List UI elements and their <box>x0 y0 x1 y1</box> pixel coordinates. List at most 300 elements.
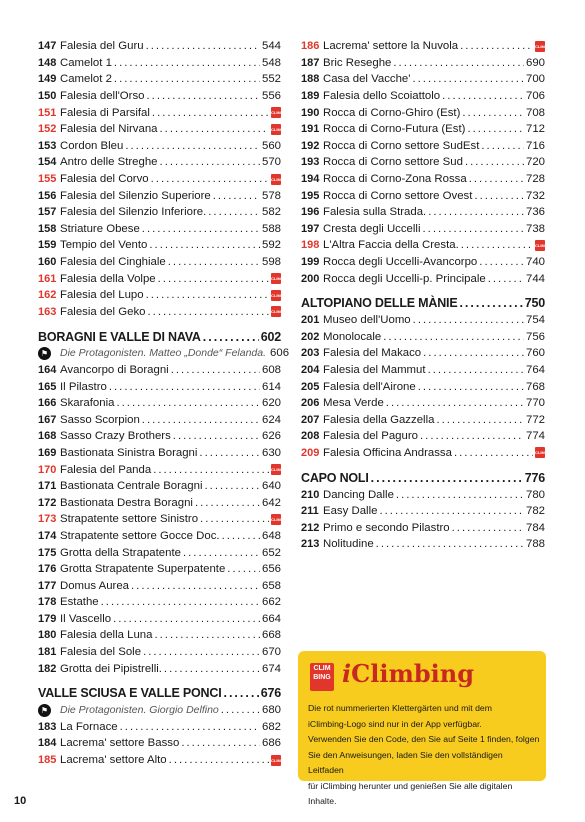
toc-entry <box>38 71 281 88</box>
toc-entry <box>301 121 545 138</box>
entry-title: Falesia del Corvo <box>60 173 149 186</box>
entry-number: 204 <box>301 363 320 376</box>
entry-title: Skarafonia <box>60 397 115 410</box>
promo-text <box>308 701 540 810</box>
toc-entry <box>38 445 281 462</box>
iclimbing-badge-icon: CLIM BING <box>535 240 545 251</box>
toc-entry <box>38 237 281 254</box>
page-ref: 570 <box>261 156 281 169</box>
promo-line: Sie den Anweisungen, laden Sie den vollständigen Leitfaden <box>308 749 503 775</box>
page-ref: 708 <box>525 106 545 119</box>
toc-entry <box>38 411 281 428</box>
entry-title: Falesia della Luna <box>60 629 153 642</box>
entry-title: Grotta dei Pipistrelli. <box>60 662 162 675</box>
leader-dots <box>454 447 533 459</box>
entry-number: 211 <box>301 505 319 518</box>
toc-entry <box>38 735 281 752</box>
leader-dots <box>183 547 260 559</box>
entry-title: Bastionata Sinistra Boragni <box>60 446 198 459</box>
leader-dots <box>222 530 260 542</box>
iclimbing-badge-icon: CLIM BING <box>535 447 545 458</box>
page-ref: 738 <box>525 222 545 235</box>
entry-number: 195 <box>301 189 320 202</box>
toc-entry <box>301 345 545 362</box>
entry-title: Avancorpo di Boragni <box>60 363 169 376</box>
page-ref: 592 <box>261 239 281 252</box>
entry-title: Grotta della Strapatente <box>60 546 181 559</box>
toc-entry <box>38 561 281 578</box>
entry-title: Rocca di Corno settore Sud <box>323 156 463 169</box>
entry-number: 183 <box>38 720 57 733</box>
leader-dots <box>101 596 260 608</box>
toc-entry <box>38 511 292 528</box>
toc-entry <box>38 395 281 412</box>
section-heading <box>301 295 545 312</box>
entry-title: Lacrema' settore Basso <box>60 737 180 750</box>
page-ref: 768 <box>525 380 545 393</box>
entry-number: 158 <box>38 222 57 235</box>
promo-line: Verwenden Sie den Code, den Sie auf Seite 1 finden, folgen <box>308 734 540 744</box>
entry-number: 148 <box>38 56 57 69</box>
entry-number: 212 <box>301 521 320 534</box>
entry-title: La Fornace <box>60 720 118 733</box>
leader-dots <box>459 296 522 310</box>
leader-dots <box>488 273 524 285</box>
page-ref: 686 <box>261 737 281 750</box>
leader-dots <box>423 223 524 235</box>
toc-entry <box>38 627 281 644</box>
entry-number: 193 <box>301 156 320 169</box>
toc-entry <box>301 411 545 428</box>
entry-title: Falesia della Gazzella <box>323 413 435 426</box>
page-ref: 556 <box>261 90 281 103</box>
entry-title: Falesia del Sole <box>60 646 142 659</box>
entry-number: 202 <box>301 330 320 343</box>
page-ref: 700 <box>525 73 545 86</box>
leader-dots <box>173 430 260 442</box>
leader-dots <box>153 464 269 476</box>
leader-dots <box>164 663 260 675</box>
toc-entry <box>38 478 281 495</box>
page-ref: 598 <box>261 256 281 269</box>
toc-entry <box>38 270 292 287</box>
page-ref: 788 <box>525 538 545 551</box>
entry-number: 168 <box>38 430 57 443</box>
toc-entry <box>38 660 281 677</box>
entry-number: 182 <box>38 662 57 675</box>
toc-column-right <box>301 38 556 553</box>
entry-title: Cordon Bleu <box>60 139 124 152</box>
toc-entry <box>301 171 545 188</box>
entry-title: Falesia di Parsifal <box>60 106 150 119</box>
entry-title: Grotta Strapatente Superpatente <box>60 563 226 576</box>
iclimbing-promo-box <box>298 651 546 806</box>
page-ref: 630 <box>261 446 281 459</box>
leader-dots <box>113 613 260 625</box>
entry-title: Falesia della Volpe <box>60 272 156 285</box>
entry-number: 153 <box>38 139 57 152</box>
entry-number: 172 <box>38 496 57 509</box>
leader-dots <box>428 206 524 218</box>
leader-dots <box>146 90 260 102</box>
entry-title: Bric Reseghe <box>323 56 392 69</box>
leader-dots <box>114 73 260 85</box>
entry-number: 190 <box>301 106 320 119</box>
leader-dots <box>227 563 260 575</box>
page-number: 10 <box>14 795 27 807</box>
leader-dots <box>393 57 524 69</box>
entry-title: Falesia del Makaco <box>323 347 422 360</box>
page-ref: 614 <box>261 380 281 393</box>
entry-title: Antro delle Streghe <box>60 156 158 169</box>
page-ref: 732 <box>525 189 545 202</box>
toc-entry <box>301 486 545 503</box>
entry-number: 205 <box>301 380 320 393</box>
toc-entry <box>38 719 281 736</box>
page-ref: 716 <box>525 139 545 152</box>
entry-number: 198 <box>301 239 320 252</box>
entry-title: Cresta degli Uccelli <box>323 222 421 235</box>
toc-entry <box>38 88 281 105</box>
iclimbing-badge-icon: CLIM BING <box>271 107 281 118</box>
entry-title: Falesia del Mammut <box>323 363 426 376</box>
toc-entry <box>38 171 292 188</box>
entry-title: Bastionata Centrale Boragni <box>60 480 203 493</box>
entry-number: 207 <box>301 413 320 426</box>
page-ref: 624 <box>261 413 281 426</box>
entry-number: 180 <box>38 629 57 642</box>
page-ref: 720 <box>525 156 545 169</box>
feature-entry <box>38 702 281 719</box>
entry-title: Dancing Dalle <box>323 488 394 501</box>
entry-title: Falesia del Paguro <box>323 430 418 443</box>
toc-entry <box>38 154 281 171</box>
leader-dots <box>221 704 260 716</box>
page-ref: 772 <box>525 413 545 426</box>
entry-title: Rocca di Corno settore SudEst <box>323 139 480 152</box>
entry-number: 157 <box>38 206 57 219</box>
iclimbing-badge-icon: CLIM BING <box>271 124 281 135</box>
page-ref: 608 <box>261 363 281 376</box>
entry-number: 166 <box>38 397 57 410</box>
entry-number: 163 <box>38 305 57 318</box>
toc-entry <box>38 221 281 238</box>
page-ref: 578 <box>261 189 281 202</box>
entry-title: Easy Dalle <box>323 505 378 518</box>
leader-dots <box>223 686 258 700</box>
page-ref: 740 <box>525 256 545 269</box>
leader-dots <box>213 190 260 202</box>
promo-line: iClimbing-Logo sind nur in der App verfügbar. <box>308 718 482 729</box>
toc-entry <box>38 138 281 155</box>
promo-line: für iClimbing herunter und genießen Sie alle digitalen Inhalte. <box>308 780 513 806</box>
toc-entry <box>38 187 281 204</box>
page-ref: 548 <box>261 56 281 69</box>
entry-title: Rocca di Corno-Ghiro (Est) <box>323 106 461 119</box>
toc-entry <box>38 428 281 445</box>
entry-number: 147 <box>38 40 57 53</box>
toc-entry <box>301 104 545 121</box>
entry-number: 165 <box>38 380 57 393</box>
leader-dots <box>462 107 524 119</box>
leader-dots <box>151 173 269 185</box>
section-heading <box>38 685 281 702</box>
page-ref: 690 <box>525 56 545 69</box>
entry-title: Falesia dell'Airone <box>323 380 416 393</box>
entry-number: 181 <box>38 646 57 659</box>
entry-number: 200 <box>301 272 320 285</box>
iclimbing-badge-icon: CLIM BING <box>535 41 545 52</box>
leader-dots <box>171 364 260 376</box>
leader-dots <box>200 513 269 525</box>
entry-number: 173 <box>38 513 57 526</box>
page-ref: 664 <box>261 612 281 625</box>
toc-entry <box>301 55 545 72</box>
toc-entry <box>301 445 556 462</box>
entry-number: 156 <box>38 189 57 202</box>
leader-dots <box>452 522 524 534</box>
entry-number: 154 <box>38 156 57 169</box>
iclimbing-badge-icon: CLIM BING <box>271 273 281 284</box>
iclimbing-badge-icon: CLIM BING <box>271 290 281 301</box>
page-ref: 606 <box>270 347 290 360</box>
toc-entry <box>301 362 545 379</box>
leader-dots <box>371 471 523 485</box>
leader-dots <box>169 754 269 766</box>
page-ref: 764 <box>525 363 545 376</box>
page-ref: 774 <box>525 430 545 443</box>
leader-dots <box>203 330 259 344</box>
leader-dots <box>147 306 269 318</box>
leader-dots <box>481 140 524 152</box>
entry-number: 210 <box>301 488 320 501</box>
leader-dots <box>204 480 260 492</box>
leader-dots <box>131 580 260 592</box>
entry-number: 177 <box>38 579 57 592</box>
entry-number: 199 <box>301 256 320 269</box>
page-ref: 682 <box>261 720 281 733</box>
toc-entry <box>301 519 545 536</box>
entry-number: 184 <box>38 737 57 750</box>
toc-entry <box>38 577 281 594</box>
page-ref: 642 <box>261 496 281 509</box>
entry-number: 160 <box>38 256 57 269</box>
toc-entry <box>38 378 281 395</box>
entry-number: 170 <box>38 463 57 476</box>
leader-dots <box>412 73 524 85</box>
page-ref: 588 <box>261 222 281 235</box>
entry-title: Camelot 1 <box>60 56 112 69</box>
entry-title: Striature Obese <box>60 222 140 235</box>
page-ref: 784 <box>525 521 545 534</box>
entry-number: 155 <box>38 173 57 186</box>
leader-dots <box>160 156 260 168</box>
entry-title: Falesia sulla Strada. <box>323 206 427 219</box>
section-title: BORAGNI E VALLE DI NAVA <box>38 329 201 344</box>
entry-number: 152 <box>38 123 57 136</box>
entry-title: Domus Aurea <box>60 579 130 592</box>
entry-number: 197 <box>301 222 320 235</box>
page-ref: 652 <box>261 546 281 559</box>
page-ref: 776 <box>524 470 545 485</box>
toc-entry <box>301 270 545 287</box>
entry-number: 162 <box>38 289 57 302</box>
toc-entry <box>38 644 281 661</box>
entry-title: Rocca degli Uccelli-p. Principale <box>323 272 486 285</box>
toc-entry <box>301 254 545 271</box>
entry-title: Falesia del Lupo <box>60 289 144 302</box>
entry-title: Die Protagonisten. Giorgio Delfino <box>60 704 219 717</box>
iclimbing-badge-icon: CLIM BING <box>271 464 281 475</box>
leader-dots <box>125 140 260 152</box>
entry-title: Strapatente settore Sinistro <box>60 513 199 526</box>
leader-dots <box>479 256 524 268</box>
page-ref: 674 <box>261 662 281 675</box>
leader-dots <box>160 123 270 135</box>
toc-entry <box>301 88 545 105</box>
entry-title: Falesia dello Scoiattolo <box>323 90 441 103</box>
entry-title: Falesia del Geko <box>60 305 146 318</box>
leader-dots <box>142 223 260 235</box>
entry-title: Camelot 2 <box>60 73 112 86</box>
entry-title: Sasso Scorpion <box>60 413 140 426</box>
entry-title: Falesia del Panda <box>60 463 152 476</box>
section-title: VALLE SCIUSA E VALLE PONCI <box>38 686 222 701</box>
leader-dots <box>109 381 260 393</box>
toc-entry <box>301 71 545 88</box>
leader-dots <box>154 629 260 641</box>
leader-dots <box>143 646 260 658</box>
entry-number: 208 <box>301 430 320 443</box>
toc-entry <box>38 304 292 321</box>
entry-number: 192 <box>301 139 320 152</box>
leader-dots <box>396 489 524 501</box>
entry-number: 188 <box>301 73 320 86</box>
leader-dots <box>474 190 524 202</box>
toc-entry <box>301 536 545 553</box>
leader-dots <box>436 414 524 426</box>
leader-dots <box>383 331 524 343</box>
toc-entry <box>38 528 281 545</box>
page-ref: 760 <box>525 347 545 360</box>
entry-title: Falesia dell'Orso <box>60 90 145 103</box>
entry-title: Mesa Verde <box>323 397 384 410</box>
entry-title: Die Protagonisten. Matteo „Donde“ Felanda. <box>60 347 267 360</box>
toc-entry <box>38 204 281 221</box>
leader-dots <box>413 314 524 326</box>
entry-title: Lacrema' settore la Nuvola <box>323 40 459 53</box>
entry-number: 194 <box>301 173 320 186</box>
entry-number: 149 <box>38 73 57 86</box>
page-ref: 754 <box>525 314 545 327</box>
toc-entry <box>301 428 545 445</box>
leader-dots <box>149 239 260 251</box>
page-ref: 676 <box>260 686 281 701</box>
toc-entry <box>38 544 281 561</box>
page-ref: 712 <box>525 123 545 136</box>
protagonist-icon: ⚑ <box>38 347 51 360</box>
toc-entry <box>301 154 545 171</box>
entry-number: 206 <box>301 397 320 410</box>
toc-entry <box>38 121 292 138</box>
entry-title: Falesia Officina Andrassa <box>323 446 452 459</box>
page-ref: 602 <box>260 329 281 344</box>
entry-title: Il Pilastro <box>60 380 107 393</box>
entry-title: Falesia del Cinghiale <box>60 256 166 269</box>
page-ref: 744 <box>525 272 545 285</box>
entry-number: 186 <box>301 40 320 53</box>
toc-entry <box>301 395 545 412</box>
page-ref: 620 <box>261 397 281 410</box>
entry-title: Monolocale <box>323 330 382 343</box>
entry-title: Falesia del Guru <box>60 40 144 53</box>
entry-title: Falesia del Silenzio Inferiore. <box>60 206 207 219</box>
toc-entry <box>301 503 545 520</box>
leader-dots <box>199 447 260 459</box>
toc-entry <box>301 38 556 55</box>
leader-dots <box>467 123 524 135</box>
leader-dots <box>376 538 524 550</box>
entry-title: Sasso Crazy Brothers <box>60 430 171 443</box>
page-ref: 728 <box>525 173 545 186</box>
leader-dots <box>114 57 260 69</box>
entry-number: 185 <box>38 754 57 767</box>
entry-number: 191 <box>301 123 320 136</box>
iclimbing-badge-icon: CLIM BING <box>271 755 281 766</box>
leader-dots <box>465 156 524 168</box>
entry-title: Primo e secondo Pilastro <box>323 521 450 534</box>
entry-number: 176 <box>38 563 57 576</box>
entry-title: Il Vascello <box>60 612 112 625</box>
entry-title: Rocca di Corno-Zona Rossa <box>323 173 467 186</box>
protagonist-icon: ⚑ <box>38 704 51 717</box>
entry-title: L'Altra Faccia della Cresta. <box>323 239 459 252</box>
page-ref: 706 <box>525 90 545 103</box>
leader-dots <box>146 40 260 52</box>
leader-dots <box>152 107 269 119</box>
toc-entry <box>38 254 281 271</box>
entry-title: Tempio del Vento <box>60 239 148 252</box>
page-ref: 680 <box>261 704 281 717</box>
toc-entry <box>301 329 545 346</box>
leader-dots <box>195 497 260 509</box>
toc-entry <box>38 287 292 304</box>
promo-line: Die rot nummerierten Klettergärten und mit dem <box>308 703 492 713</box>
page-ref: 656 <box>261 563 281 576</box>
toc-entry <box>38 752 292 769</box>
entry-title: Bastionata Destra Boragni <box>60 496 193 509</box>
entry-number: 187 <box>301 56 320 69</box>
section-heading <box>301 469 545 486</box>
page-ref: 544 <box>261 40 281 53</box>
toc-entry <box>301 221 545 238</box>
toc-entry <box>38 55 281 72</box>
section-title: ALTOPIANO DELLE MÀNIE <box>301 296 458 311</box>
leader-dots <box>423 347 524 359</box>
iclimbing-logo-icon: CLIM BING <box>310 663 334 691</box>
promo-title: iClimbing <box>342 659 474 688</box>
entry-title: Rocca di Corno-Futura (Est) <box>323 123 466 136</box>
leader-dots <box>460 40 533 52</box>
toc-entry <box>38 104 292 121</box>
page-ref: 780 <box>525 488 545 501</box>
entry-number: 196 <box>301 206 320 219</box>
entry-title: Strapatente settore Gocce Doc. <box>60 529 220 542</box>
leader-dots <box>428 364 524 376</box>
entry-number: 179 <box>38 612 57 625</box>
leader-dots <box>142 414 260 426</box>
toc-entry <box>38 38 281 55</box>
